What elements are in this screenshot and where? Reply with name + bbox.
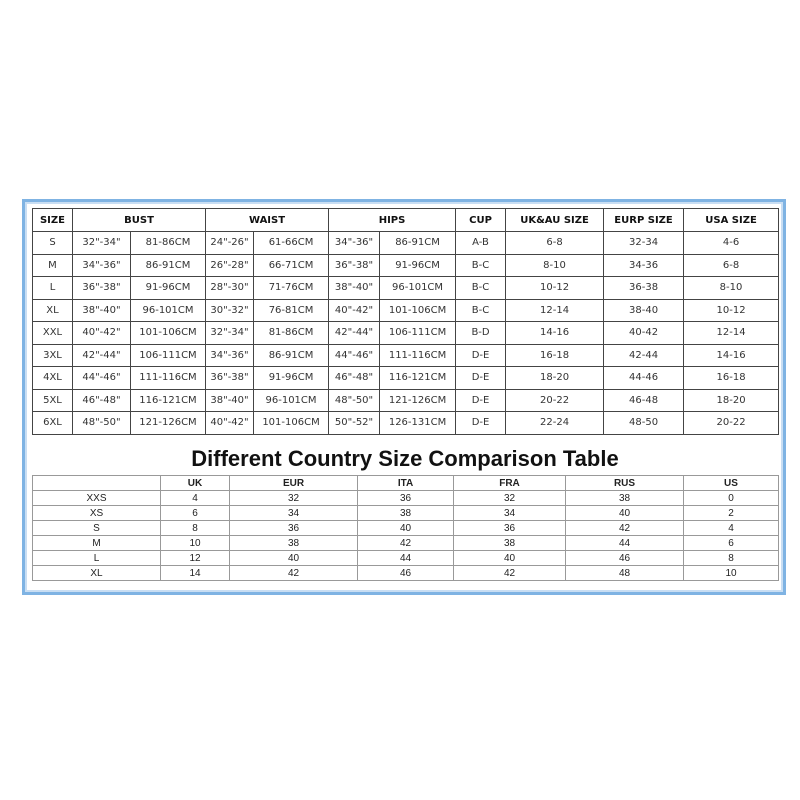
comparison-cell: 44 — [566, 536, 684, 551]
comparison-cell: 42 — [230, 566, 358, 581]
size-cell: 38"-40" — [329, 277, 380, 300]
comparison-cell: XXS — [33, 491, 161, 506]
size-cell: S — [33, 232, 73, 255]
comparison-cell: 10 — [684, 566, 779, 581]
comparison-cell: 4 — [161, 491, 230, 506]
size-cell: L — [33, 277, 73, 300]
comparison-header-cell: ITA — [358, 476, 454, 491]
size-cell: 28"-30" — [206, 277, 254, 300]
comparison-table — [32, 475, 779, 581]
comparison-cell: XS — [33, 506, 161, 521]
header-uk-au: UK&AU SIZE — [506, 209, 604, 232]
size-cell: B-D — [456, 322, 506, 345]
size-cell: 6XL — [33, 412, 73, 435]
size-cell: 20-22 — [684, 412, 779, 435]
comparison-cell: 46 — [566, 551, 684, 566]
size-cell: 121-126CM — [131, 412, 206, 435]
comparison-header-cell: RUS — [566, 476, 684, 491]
size-cell: 106-111CM — [380, 322, 456, 345]
comparison-header-cell — [33, 476, 161, 491]
size-cell: 96-101CM — [380, 277, 456, 300]
comparison-cell: 14 — [161, 566, 230, 581]
comparison-cell: 8 — [161, 521, 230, 536]
comparison-cell: XL — [33, 566, 161, 581]
size-cell: 4XL — [33, 367, 73, 390]
size-cell: 46"-48" — [73, 389, 131, 412]
size-cell: 106-111CM — [131, 344, 206, 367]
comparison-title: Different Country Size Comparison Table — [191, 446, 619, 471]
size-cell: B-C — [456, 254, 506, 277]
size-cell: 81-86CM — [254, 322, 329, 345]
comparison-cell: 42 — [566, 521, 684, 536]
comparison-cell: 44 — [358, 551, 454, 566]
comparison-cell: 8 — [684, 551, 779, 566]
size-cell: 32-34 — [604, 232, 684, 255]
size-cell: 32"-34" — [73, 232, 131, 255]
size-cell: 5XL — [33, 389, 73, 412]
size-cell: 18-20 — [684, 389, 779, 412]
comparison-cell: 42 — [358, 536, 454, 551]
size-cell: 36"-38" — [73, 277, 131, 300]
size-cell: 86-91CM — [254, 344, 329, 367]
header-size: SIZE — [33, 209, 73, 232]
size-cell: D-E — [456, 389, 506, 412]
size-cell: 66-71CM — [254, 254, 329, 277]
size-row — [33, 277, 779, 300]
size-cell: 44-46 — [604, 367, 684, 390]
size-cell: 6-8 — [506, 232, 604, 255]
size-cell: 8-10 — [506, 254, 604, 277]
comparison-cell: 32 — [454, 491, 566, 506]
size-cell: 10-12 — [684, 299, 779, 322]
size-cell: 96-101CM — [254, 389, 329, 412]
size-cell: 48"-50" — [73, 412, 131, 435]
size-row — [33, 412, 779, 435]
size-cell: 6-8 — [684, 254, 779, 277]
size-cell: 36"-38" — [329, 254, 380, 277]
comparison-cell: 34 — [454, 506, 566, 521]
size-cell: 91-96CM — [131, 277, 206, 300]
comparison-row — [33, 521, 779, 536]
size-cell: 50"-52" — [329, 412, 380, 435]
size-cell: 111-116CM — [380, 344, 456, 367]
size-cell: 86-91CM — [131, 254, 206, 277]
size-cell: D-E — [456, 344, 506, 367]
comparison-cell: 42 — [454, 566, 566, 581]
size-cell: 20-22 — [506, 389, 604, 412]
size-row — [33, 254, 779, 277]
size-cell: D-E — [456, 367, 506, 390]
size-cell: 86-91CM — [380, 232, 456, 255]
header-usa: USA SIZE — [684, 209, 779, 232]
size-cell: 3XL — [33, 344, 73, 367]
size-cell: 12-14 — [506, 299, 604, 322]
comparison-cell: 38 — [230, 536, 358, 551]
comparison-cell: 36 — [454, 521, 566, 536]
size-cell: 18-20 — [506, 367, 604, 390]
comparison-cell: 6 — [161, 506, 230, 521]
comparison-header — [33, 476, 779, 491]
size-cell: 111-116CM — [131, 367, 206, 390]
size-cell: 81-86CM — [131, 232, 206, 255]
size-cell: 4-6 — [684, 232, 779, 255]
size-cell: 46-48 — [604, 389, 684, 412]
comparison-row — [33, 491, 779, 506]
comparison-cell: 40 — [566, 506, 684, 521]
size-cell: 91-96CM — [380, 254, 456, 277]
size-cell: 24"-26" — [206, 232, 254, 255]
header-eurp: EURP SIZE — [604, 209, 684, 232]
size-cell: 16-18 — [684, 367, 779, 390]
comparison-header-cell: UK — [161, 476, 230, 491]
size-row — [33, 299, 779, 322]
size-table — [32, 208, 779, 435]
comparison-cell: 48 — [566, 566, 684, 581]
size-cell: 40"-42" — [73, 322, 131, 345]
size-cell: 48-50 — [604, 412, 684, 435]
size-cell: 26"-28" — [206, 254, 254, 277]
size-cell: 126-131CM — [380, 412, 456, 435]
size-cell: 44"-46" — [73, 367, 131, 390]
header-waist: WAIST — [206, 209, 329, 232]
size-cell: 10-12 — [506, 277, 604, 300]
size-cell: 16-18 — [506, 344, 604, 367]
comparison-cell: M — [33, 536, 161, 551]
size-cell: 96-101CM — [131, 299, 206, 322]
size-cell: 42-44 — [604, 344, 684, 367]
comparison-cell: 38 — [566, 491, 684, 506]
size-row — [33, 232, 779, 255]
header-hips: HIPS — [329, 209, 456, 232]
size-cell: 91-96CM — [254, 367, 329, 390]
comparison-cell: 38 — [358, 506, 454, 521]
size-cell: 34"-36" — [73, 254, 131, 277]
comparison-header-cell: US — [684, 476, 779, 491]
comparison-cell: 40 — [454, 551, 566, 566]
size-table-header — [33, 209, 779, 232]
header-cup: CUP — [456, 209, 506, 232]
size-cell: 48"-50" — [329, 389, 380, 412]
size-cell: 32"-34" — [206, 322, 254, 345]
size-cell: 101-106CM — [131, 322, 206, 345]
size-cell: 116-121CM — [131, 389, 206, 412]
comparison-cell: 40 — [358, 521, 454, 536]
size-cell: 38-40 — [604, 299, 684, 322]
size-cell: 101-106CM — [380, 299, 456, 322]
size-cell: 101-106CM — [254, 412, 329, 435]
size-row — [33, 322, 779, 345]
size-cell: 76-81CM — [254, 299, 329, 322]
comparison-cell: 38 — [454, 536, 566, 551]
size-cell: 40-42 — [604, 322, 684, 345]
size-cell: 34"-36" — [329, 232, 380, 255]
size-cell: 34"-36" — [206, 344, 254, 367]
comparison-cell: 36 — [230, 521, 358, 536]
size-cell: 22-24 — [506, 412, 604, 435]
comparison-cell: 46 — [358, 566, 454, 581]
size-cell: XL — [33, 299, 73, 322]
size-cell: 36"-38" — [206, 367, 254, 390]
size-cell: 14-16 — [684, 344, 779, 367]
size-cell: 40"-42" — [206, 412, 254, 435]
comparison-cell: 10 — [161, 536, 230, 551]
comparison-row — [33, 566, 779, 581]
size-cell: 36-38 — [604, 277, 684, 300]
comparison-cell: 2 — [684, 506, 779, 521]
comparison-cell: S — [33, 521, 161, 536]
size-cell: 34-36 — [604, 254, 684, 277]
size-cell: A-B — [456, 232, 506, 255]
size-cell: M — [33, 254, 73, 277]
comparison-row — [33, 536, 779, 551]
comparison-row — [33, 551, 779, 566]
size-cell: 14-16 — [506, 322, 604, 345]
comparison-header-cell: EUR — [230, 476, 358, 491]
size-cell: B-C — [456, 299, 506, 322]
comparison-cell: 0 — [684, 491, 779, 506]
size-cell: 12-14 — [684, 322, 779, 345]
comparison-row — [33, 506, 779, 521]
comparison-cell: 12 — [161, 551, 230, 566]
size-cell: XXL — [33, 322, 73, 345]
comparison-cell: 6 — [684, 536, 779, 551]
size-cell: 8-10 — [684, 277, 779, 300]
size-cell: 121-126CM — [380, 389, 456, 412]
comparison-cell: 34 — [230, 506, 358, 521]
size-row — [33, 389, 779, 412]
comparison-cell: 32 — [230, 491, 358, 506]
comparison-cell: 4 — [684, 521, 779, 536]
size-cell: 42"-44" — [329, 322, 380, 345]
comparison-cell: 40 — [230, 551, 358, 566]
comparison-cell: 36 — [358, 491, 454, 506]
size-cell: D-E — [456, 412, 506, 435]
size-row — [33, 367, 779, 390]
size-cell: 40"-42" — [329, 299, 380, 322]
size-cell: 61-66CM — [254, 232, 329, 255]
comparison-cell: L — [33, 551, 161, 566]
size-cell: B-C — [456, 277, 506, 300]
size-cell: 116-121CM — [380, 367, 456, 390]
size-cell: 38"-40" — [73, 299, 131, 322]
size-cell: 71-76CM — [254, 277, 329, 300]
header-bust: BUST — [73, 209, 206, 232]
size-cell: 38"-40" — [206, 389, 254, 412]
size-cell: 42"-44" — [73, 344, 131, 367]
comparison-header-cell: FRA — [454, 476, 566, 491]
size-cell: 44"-46" — [329, 344, 380, 367]
size-cell: 30"-32" — [206, 299, 254, 322]
size-row — [33, 344, 779, 367]
size-cell: 46"-48" — [329, 367, 380, 390]
